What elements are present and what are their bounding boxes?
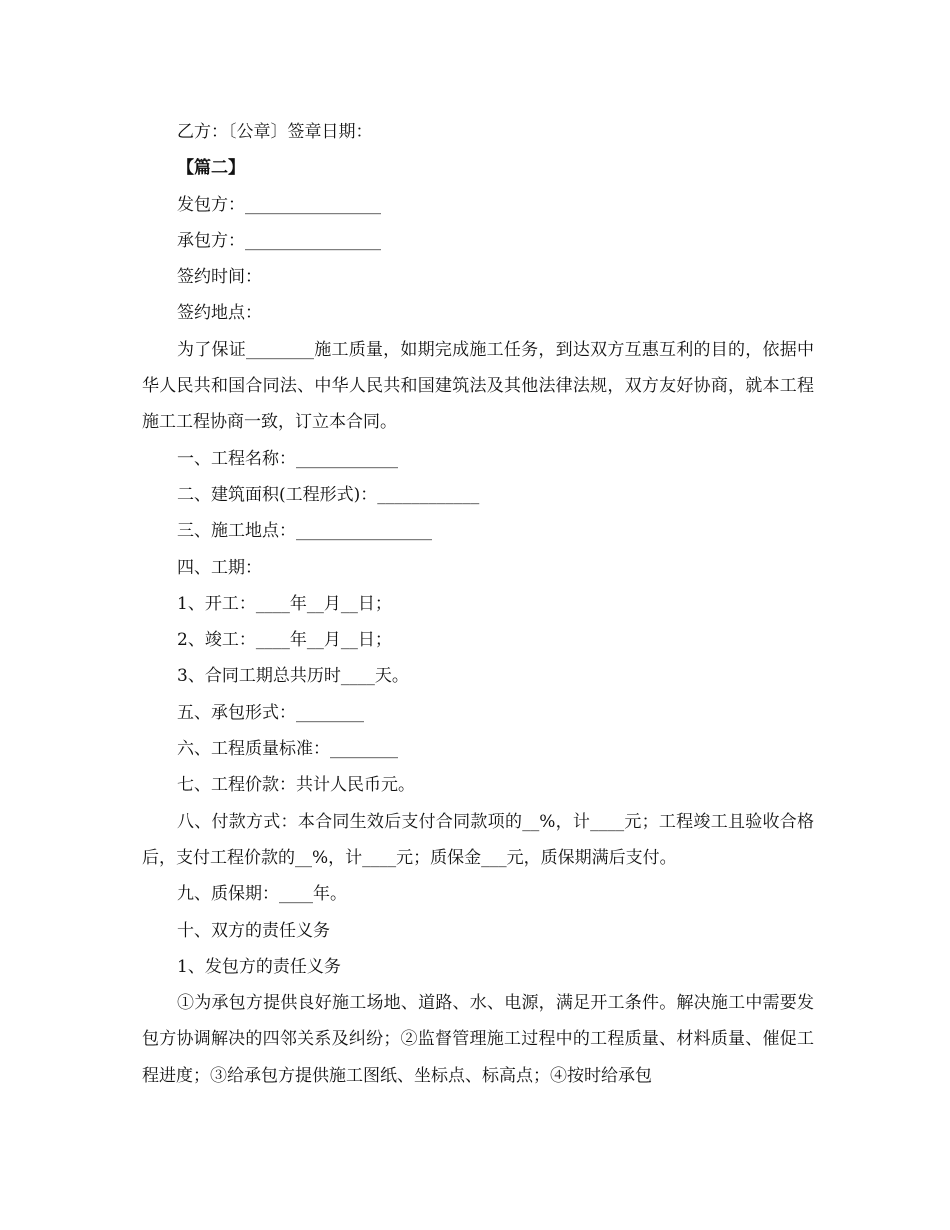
- document-page: [142, 114, 814, 1094]
- clause-warranty: 九、质保期：____年。: [177, 884, 347, 905]
- clause-employer-duties: 1、发包方的责任义务: [177, 956, 341, 977]
- clause-project-price: 七、工程价款：共计人民币元。: [177, 775, 415, 796]
- party-b-seal-line: 乙方：〔公章〕签章日期：: [177, 122, 373, 142]
- intro-paragraph: 为了保证________施工质量，如期完成施工任务，到达双方互惠互利的目的，依据中华人民共和国合同法、中华人民共和国建筑法及其他法律法规，双方友好协商，就本工程施工工程协商一致，订立本合同。: [142, 339, 814, 433]
- clause-total-days: 3、合同工期总共历时____天。: [177, 666, 409, 687]
- sign-time-line: 签约时间：: [177, 267, 262, 288]
- clause-building-area: 二、建筑面积(工程形式)：____________: [177, 484, 480, 505]
- clause-start-date: 1、开工：____年__月__日；: [177, 593, 392, 614]
- clause-quality-standard: 六、工程质量标准：________: [177, 739, 398, 760]
- sign-place-line: 签约地点：: [177, 303, 262, 324]
- clause-responsibilities: 十、双方的责任义务: [177, 920, 330, 941]
- clause-completion-date: 2、竣工：____年__月__日；: [177, 630, 392, 651]
- clause-construction-site: 三、施工地点：________________: [177, 521, 432, 542]
- payment-paragraph: 八、付款方式：本合同生效后支付合同款项的__%，计____元；工程竣工且验收合格后，支付工程价款的__%，计____元；质保金___元，质保期满后支付。: [142, 811, 814, 868]
- clause-project-name: 一、工程名称：____________: [177, 448, 398, 469]
- clause-contract-form: 五、承包形式：________: [177, 702, 364, 723]
- duties-paragraph: ①为承包方提供良好施工场地、道路、水、电源，满足开工条件。解决施工中需要发包方协调解决的四邻关系及纠纷；②监督管理施工过程中的工程质量、材料质量、催促工程进度；③给承包方提供施工图纸、坐标点、标高点；④按时给承包: [142, 993, 814, 1086]
- contractor-line: 承包方：________________: [177, 230, 381, 251]
- clause-schedule: 四、工期：: [177, 557, 262, 578]
- section-title: 【篇二】: [177, 158, 245, 179]
- employer-line: 发包方：________________: [177, 194, 381, 215]
